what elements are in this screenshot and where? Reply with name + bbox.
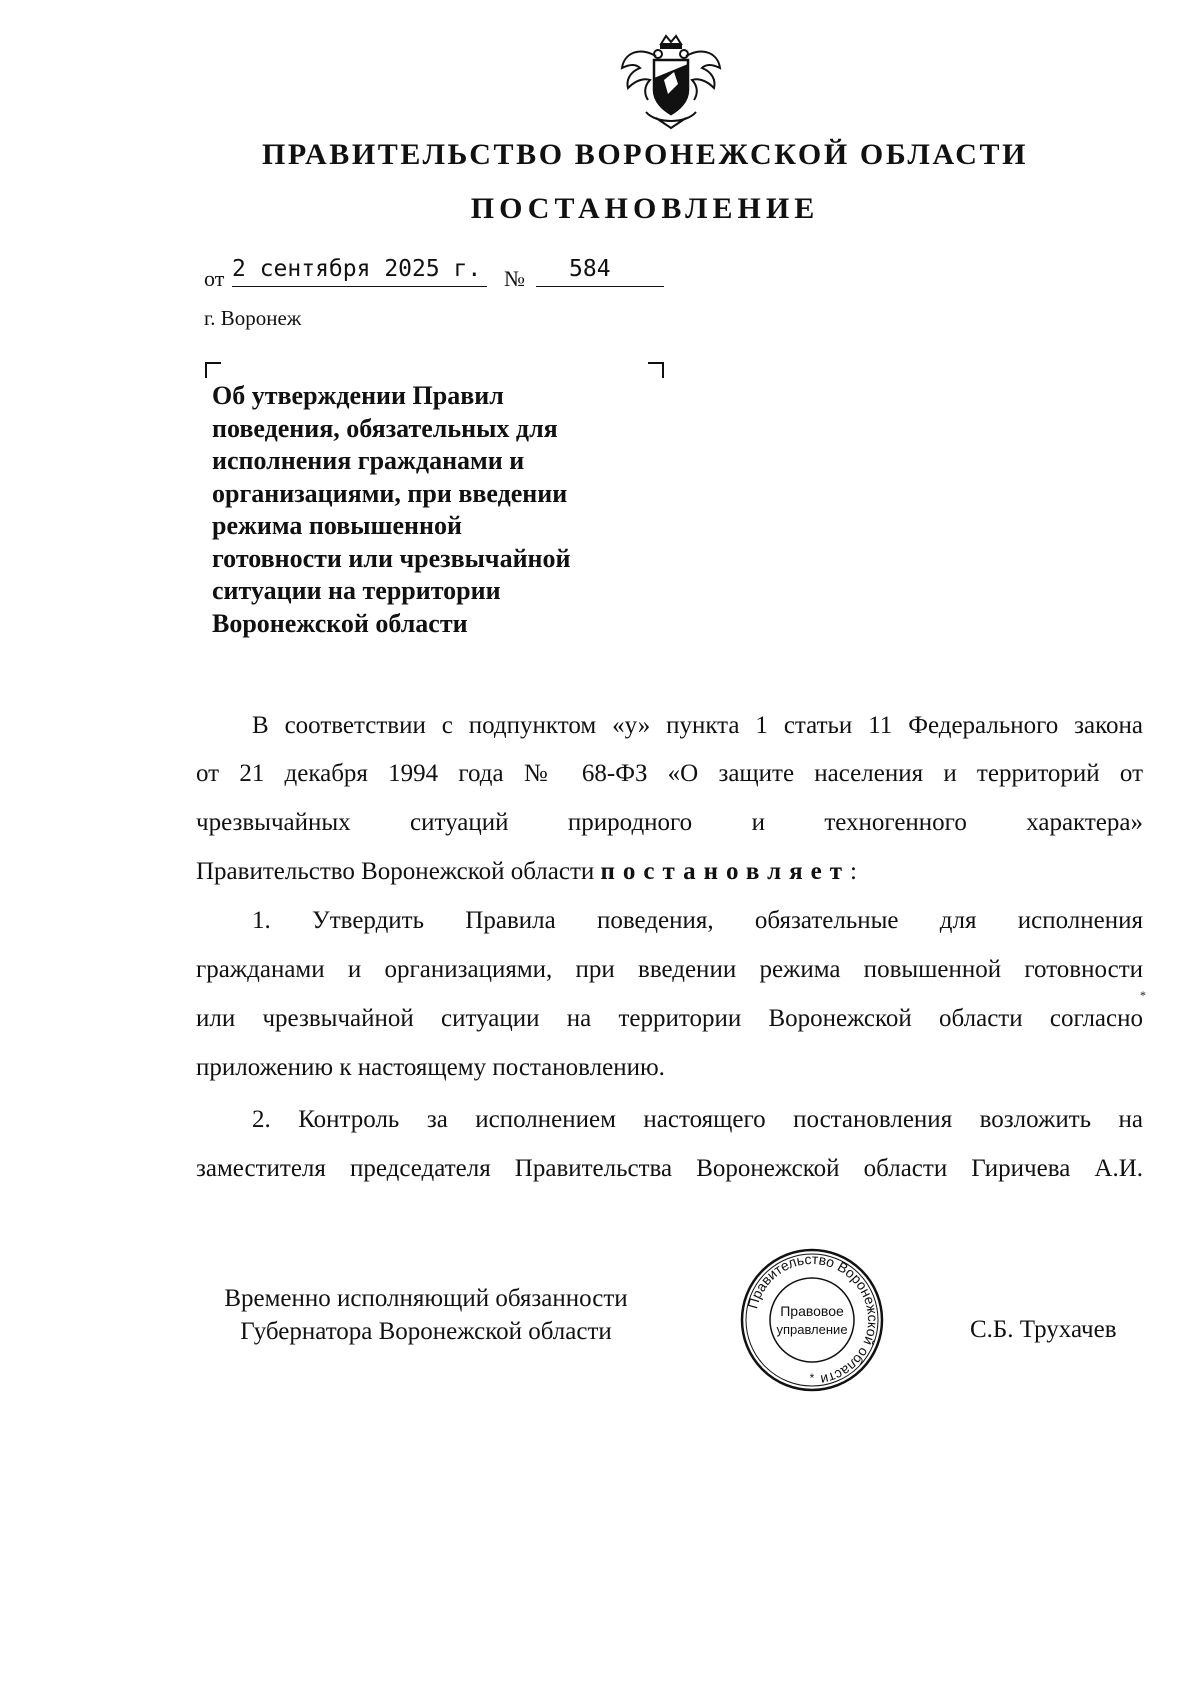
- item-1-line: гражданами и организациями, при введении режима повышенной готовности: [196, 956, 1143, 983]
- item-2-line: 2. Контроль за исполнением настоящего постановления возложить на: [252, 1106, 1143, 1133]
- stamp-star: *: [809, 1371, 815, 1385]
- subject-line: исполнения гражданами и: [212, 446, 525, 475]
- signatory-position: [196, 1282, 656, 1348]
- preamble-line: В соответствии с подпунктом «у» пункта 1 статьи 11 Федерального закона: [252, 712, 1143, 739]
- document-date: 2 сентября 2025 г.: [232, 256, 482, 282]
- stamp-inner-line: управление: [776, 1322, 848, 1337]
- government-name: ПРАВИТЕЛЬСТВО ВОРОНЕЖСКОЙ ОБЛАСТИ: [261, 138, 1029, 171]
- item-1-line: 1. Утвердить Правила поведения, обязательные для исполнения: [252, 907, 1143, 934]
- subject-line: готовности или чрезвычайной: [212, 543, 571, 573]
- resolves-word: постановляет: [600, 858, 850, 885]
- preamble-line: от 21 декабря 1994 года № 68-ФЗ «О защите населения и территорий от: [196, 760, 1143, 787]
- preamble-line: чрезвычайных ситуаций природного и техногенного характера»: [196, 809, 1143, 836]
- document-number: 584: [569, 256, 611, 282]
- stamp-outer-text: Правительство Воронежской области: [744, 1250, 882, 1389]
- date-number-line: [204, 256, 664, 290]
- date-prefix: от: [204, 266, 225, 291]
- subject-line: организациями, при введении: [212, 478, 568, 508]
- preamble-government: Правительство Воронежской области: [196, 858, 595, 885]
- subject-corner-left: [205, 362, 221, 378]
- city: г. Воронеж: [204, 306, 302, 330]
- item-2-line: заместителя председателя Правительства Воронежской области Гиричева А.И.: [196, 1155, 1143, 1182]
- subject-line: поведения, обязательных для: [212, 413, 558, 443]
- document-type: ПОСТАНОВЛЕНИЕ: [470, 192, 820, 225]
- resolves-colon: :: [850, 858, 857, 885]
- item-1-line: приложению к настоящему постановлению.: [196, 1054, 665, 1081]
- voronezh-coat-of-arms-icon: [616, 34, 726, 130]
- date-underline: [232, 286, 487, 287]
- number-underline: [536, 286, 664, 287]
- signatory-position-line: Временно исполняющий обязанности: [224, 1285, 628, 1312]
- signatory-name: С.Б. Трухачев: [970, 1316, 1117, 1343]
- stamp-inner-line: Правовое: [780, 1303, 844, 1319]
- subject-line: Об утверждении Правил: [212, 381, 504, 410]
- legal-department-stamp: [738, 1246, 886, 1394]
- subject-line: Воронежской области: [212, 608, 468, 638]
- margin-mark: *: [1140, 988, 1146, 1002]
- signatory-position-line: Губернатора Воронежской области: [240, 1318, 612, 1345]
- item-1-line: или чрезвычайной ситуации на территории Воронежской области согласно: [196, 1005, 1143, 1032]
- subject-line: режима повышенной: [212, 511, 462, 540]
- preamble-last-line: [196, 858, 1143, 890]
- number-prefix: №: [504, 266, 525, 291]
- document-subject: [212, 380, 652, 640]
- subject-corner-right: [648, 362, 664, 378]
- subject-line: ситуации на территории: [212, 576, 501, 605]
